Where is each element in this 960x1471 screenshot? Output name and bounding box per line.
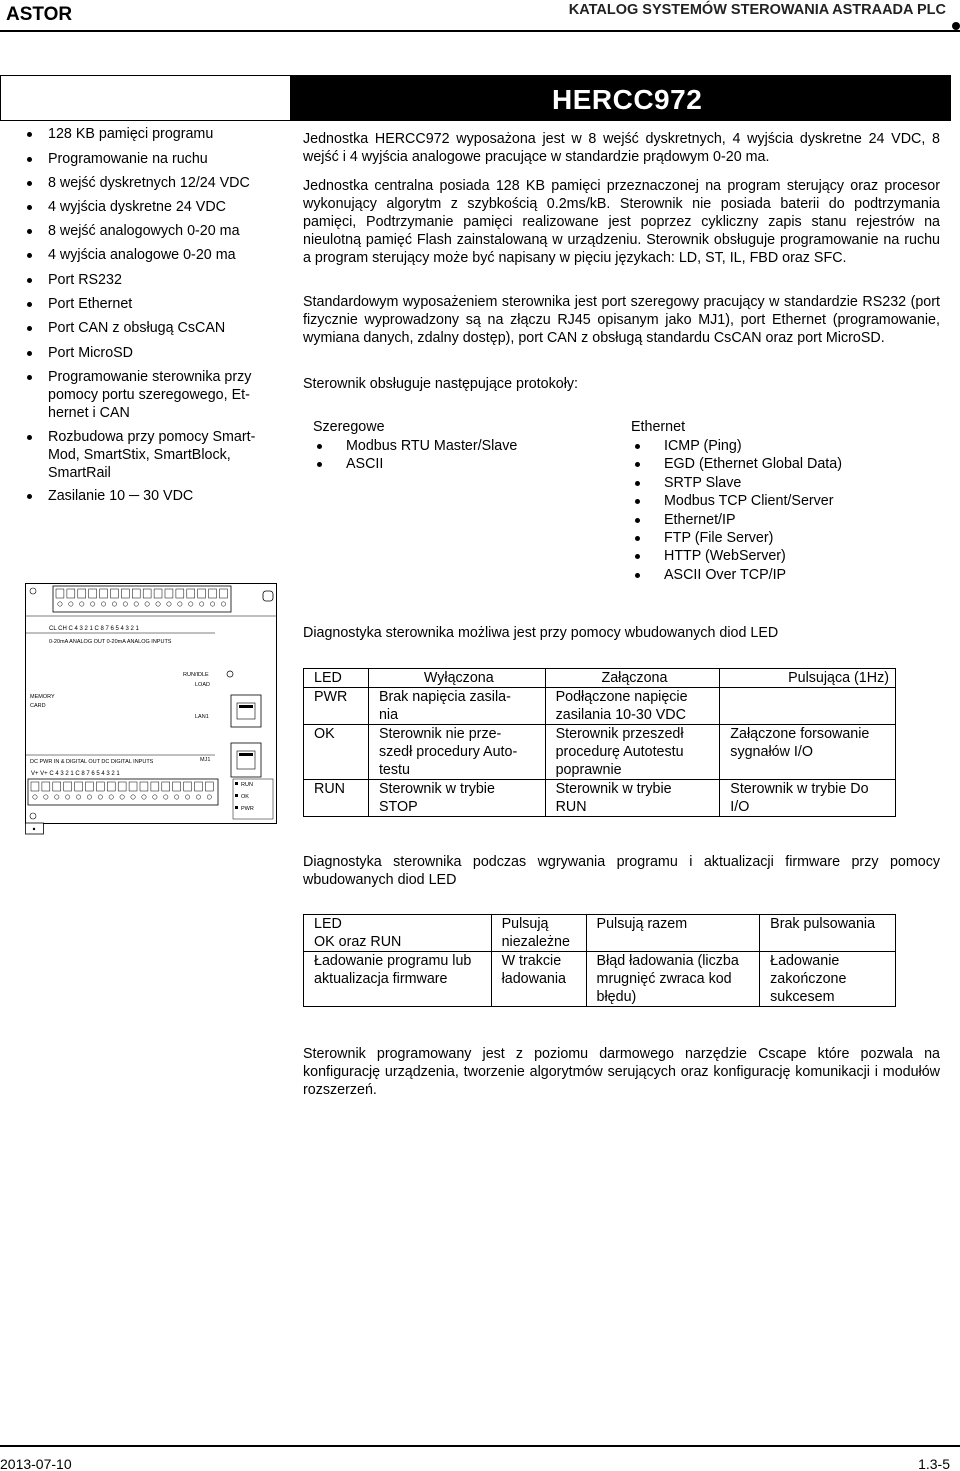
table-cell: Załączone forsowanie sygnałów I/O [720, 725, 896, 780]
serial-protocols-title: Szeregowe [313, 419, 385, 435]
feature-item: Programowanie sterownika przy pomocy portu szeregowego, Et- hernet i CAN [0, 368, 280, 422]
table-header-cell: Wyłączona [368, 669, 545, 688]
table-cell [720, 688, 896, 725]
table-row [304, 725, 896, 780]
footer-rule [0, 1445, 960, 1447]
table-cell: Sterownik nie prze- szedł procedury Auto- testu [368, 725, 545, 780]
dc-row-label: DC PWR IN & DIGITAL OUT DC DIGITAL INPUTS [30, 759, 154, 765]
table-header-row [304, 915, 896, 952]
diagnostics-intro: Diagnostyka sterownika możliwa jest przy pomocy wbudowanych diod LED [303, 625, 779, 641]
table-header-cell: Pulsują razem [586, 915, 760, 952]
table-cell: RUN [304, 780, 369, 817]
run-idle-label: RUN/IDLE [183, 672, 209, 678]
table-header-cell: Załączona [545, 669, 720, 688]
feature-item: 4 wyjścia dyskretne 24 VDC [0, 198, 280, 216]
feature-item: Programowanie na ruchu [0, 150, 280, 168]
catalog-title: KATALOG SYSTEMÓW STEROWANIA ASTRAADA PLC [568, 2, 946, 18]
feature-item: 128 KB pamięci programu [0, 125, 280, 143]
feature-item: Rozbudowa przy pomocy Smart- Mod, SmartStix, SmartBlock, SmartRail [0, 428, 280, 482]
plc-device-drawing [25, 583, 277, 835]
table-cell: Sterownik w trybie Do I/O [720, 780, 896, 817]
table-cell: Podłączone napięcie zasilania 10-30 VDC [545, 688, 720, 725]
ethernet-protocol-item: Ethernet/IP [631, 511, 842, 529]
table-header-cell: Brak pulsowania [760, 915, 896, 952]
ethernet-protocols-title: Ethernet [631, 419, 686, 435]
table-header-row [304, 669, 896, 688]
feature-item: Port MicroSD [0, 344, 280, 362]
page-number: 1.3-5 [918, 1456, 950, 1471]
feature-item: Zasilanie 10 ─ 30 VDC [0, 487, 280, 505]
table-cell: PWR [304, 688, 369, 725]
table-header-cell: Pulsująca (1Hz) [720, 669, 896, 688]
ethernet-protocol-item: HTTP (WebServer) [631, 547, 842, 565]
table-row [304, 780, 896, 817]
memory-label: MEMORY [30, 694, 55, 700]
cpu-paragraph: Jednostka centralna posiada 128 KB pamięci przeznaczonej na program sterujący oraz procesor wykonujący algorytm z szybkością 0.2ms/kB. Sterownik nie posiada baterii do podtrzymania pamięci, Podtrzymanie pamięci realizowane jest poprzez cykliczny zapis stanu rejestrów na nieulotną pamięć Flash zainstalowaną w urządzeniu. Sterownik obsługuje programowanie na ruchu a program sterujący może być napisany w pięciu językach: LD, ST, IL, FBD oraz SFC. [303, 178, 940, 266]
mj1-label: MJ1 [200, 757, 211, 763]
pwr-led-label: PWR [241, 806, 254, 812]
load-label: LOAD [195, 682, 210, 688]
brand-name: ASTOR [6, 4, 73, 25]
protocols-intro: Sterownik obsługuje następujące protokoły: [303, 376, 578, 392]
table-cell: W trakcie ładowania [491, 952, 586, 1007]
table-cell: Błąd ładowania (liczba mrugnięć zwraca kod błędu) [586, 952, 760, 1007]
feature-item: Port CAN z obsługą CsCAN [0, 319, 280, 337]
table-header-cell: LED [304, 669, 369, 688]
table-cell: Brak napięcia zasila- nia [368, 688, 545, 725]
ports-paragraph: Standardowym wyposażeniem sterownika jest port szeregowy pracujący w standardzie RS232 (port fizycznie wyprowadzony są na złączu RJ45 opisanym jako MJ1), port Ethernet (programowanie, wymiana danych, zdalny dostęp), port CAN z obsługą standardu CsCAN oraz port MicroSD. [303, 294, 940, 346]
page-header [0, 0, 960, 32]
ethernet-protocol-item: SRTP Slave [631, 474, 842, 492]
table-header-cell: LED OK oraz RUN [304, 915, 492, 952]
run-led-label: RUN [241, 782, 253, 788]
ethernet-protocol-item: EGD (Ethernet Global Data) [631, 455, 842, 473]
feature-item: 4 wyjścia analogowe 0-20 ma [0, 246, 280, 264]
closing-paragraph: Sterownik programowany jest z poziomu darmowego narzędzie Cscape które pozwala na konfigurację urządzenia, tworzenie algorytmów serujących oraz konfigurację komunikacji i modułów rozszerzeń. [303, 1046, 940, 1098]
feature-item: Port RS232 [0, 271, 280, 289]
serial-protocols-list [313, 437, 517, 474]
ethernet-protocol-item: ASCII Over TCP/IP [631, 566, 842, 584]
feature-item: 8 wejść dyskretnych 12/24 VDC [0, 174, 280, 192]
feature-item: Port Ethernet [0, 295, 280, 313]
ok-led-label: OK [241, 794, 249, 800]
ethernet-protocol-item: ICMP (Ping) [631, 437, 842, 455]
upload-led-table [303, 914, 896, 1007]
top-terminal-labels: CL CH C 4 3 2 1 C 8 7 6 5 4 3 2 1 [49, 626, 139, 632]
lan-label: LAN1 [195, 714, 209, 720]
table-cell: Sterownik w trybie RUN [545, 780, 720, 817]
table-cell: Ładowanie programu lub aktualizacja firmware [304, 952, 492, 1007]
analog-label: 0-20mA ANALOG OUT 0-20mA ANALOG INPUTS [49, 639, 172, 645]
feature-item: 8 wejść analogowych 0-20 ma [0, 222, 280, 240]
product-title: HERCC972 [552, 84, 703, 115]
serial-protocol-item: Modbus RTU Master/Slave [313, 437, 517, 455]
ethernet-protocol-item: Modbus TCP Client/Server [631, 492, 842, 510]
intro-paragraph: Jednostka HERCC972 wyposażona jest w 8 wejść dyskretnych, 4 wyjścia dyskretne 24 VDC, 8 wejść i 4 wyjścia analogowe pracujące w standardzie prądowym 0-20 ma. [303, 131, 940, 165]
table-row [304, 688, 896, 725]
serial-protocol-item: ASCII [313, 455, 517, 473]
ethernet-protocol-item: FTP (File Server) [631, 529, 842, 547]
header-dot [952, 22, 960, 30]
table-row [304, 952, 896, 1007]
title-box-empty [0, 75, 291, 121]
table-cell: OK [304, 725, 369, 780]
table-header-cell: Pulsują niezależne [491, 915, 586, 952]
upload-diagnostics-intro: Diagnostyka sterownika podczas wgrywania programu i aktualizacji firmware przy pomocy wbudowanych diod LED [303, 854, 940, 888]
table-cell: Sterownik przeszedł procedurę Autotestu poprawnie [545, 725, 720, 780]
footer-date: 2013-07-10 [0, 1456, 72, 1471]
card-label: CARD [30, 703, 46, 709]
table-cell: Sterownik w trybie STOP [368, 780, 545, 817]
ethernet-protocols-list [631, 437, 842, 584]
table-cell: Ładowanie zakończone sukcesem [760, 952, 896, 1007]
bottom-terminal-labels: V+ V+ C 4 3 2 1 C 8 7 6 5 4 3 2 1 [31, 771, 120, 777]
led-status-table [303, 668, 896, 817]
